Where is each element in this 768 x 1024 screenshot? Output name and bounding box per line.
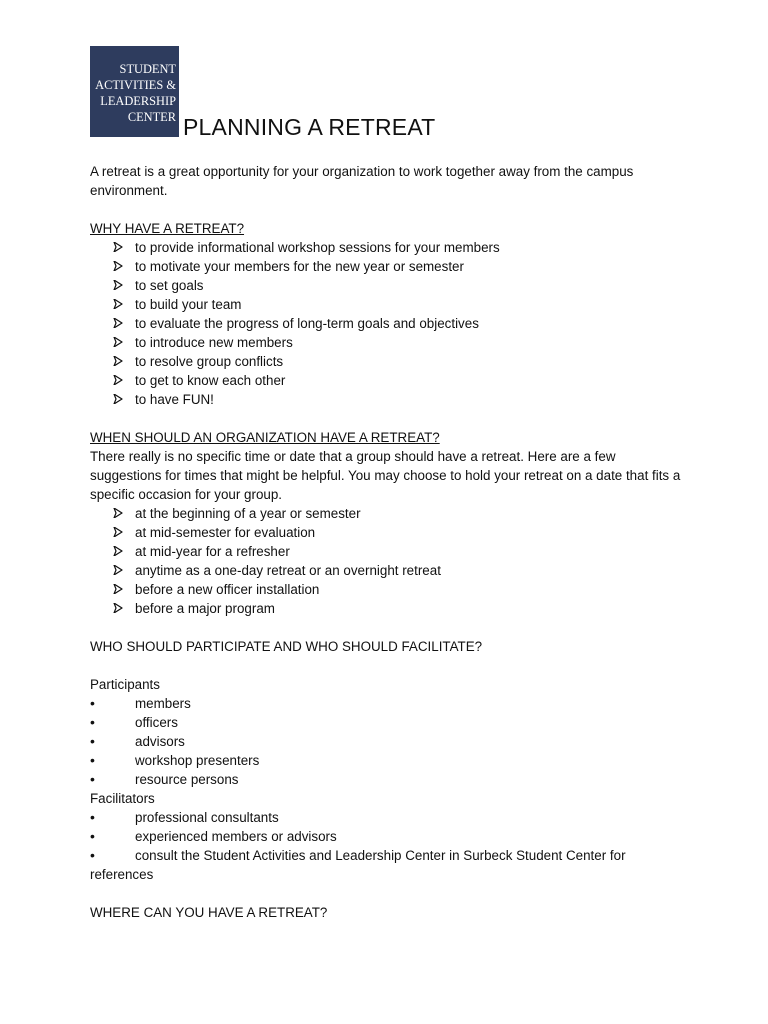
list-item-text: to provide informational workshop sessions for your members (135, 240, 500, 255)
bullet-icon: • (90, 771, 95, 787)
when-list (90, 504, 690, 618)
arrow-bullet-icon (113, 580, 123, 594)
list-item (90, 808, 690, 827)
list-item-text: at mid-year for a refresher (135, 544, 290, 559)
list-item-text: anytime as a one-day retreat or an overnight retreat (135, 563, 441, 578)
arrow-bullet-icon (113, 542, 123, 556)
list-item (90, 580, 690, 599)
list-item-text: to set goals (135, 278, 204, 293)
arrow-bullet-icon (113, 390, 123, 404)
bullet-icon: • (90, 695, 95, 711)
list-item-text: to have FUN! (135, 392, 214, 407)
participants-label: Participants (90, 677, 160, 692)
when-heading: WHEN SHOULD AN ORGANIZATION HAVE A RETREAT? (90, 430, 440, 445)
list-item-text: professional consultants (135, 810, 279, 825)
list-item-text: workshop presenters (135, 753, 260, 768)
facilitators-list (90, 808, 690, 884)
logo-line: CENTER (127, 110, 176, 124)
list-item (90, 732, 690, 751)
bullet-icon: • (90, 752, 95, 768)
bullet-icon: • (90, 847, 95, 863)
arrow-bullet-icon (113, 504, 123, 518)
list-item (90, 523, 690, 542)
list-item-text: to build your team (135, 297, 242, 312)
list-item (90, 561, 690, 580)
sal-center-logo (90, 46, 179, 137)
arrow-bullet-icon (113, 238, 123, 252)
page-title: PLANNING A RETREAT (183, 114, 436, 140)
list-item-text: resource persons (135, 772, 239, 787)
logo-line: ACTIVITIES & (95, 78, 176, 92)
arrow-bullet-icon (113, 561, 123, 575)
arrow-bullet-icon (113, 314, 123, 328)
list-item (90, 371, 690, 390)
list-item (90, 827, 690, 846)
list-item (90, 276, 690, 295)
bullet-icon: • (90, 809, 95, 825)
bullet-icon: • (90, 828, 95, 844)
bullet-icon: • (90, 733, 95, 749)
list-item-text: before a major program (135, 601, 275, 616)
list-item (90, 314, 690, 333)
arrow-bullet-icon (113, 276, 123, 290)
arrow-bullet-icon (113, 333, 123, 347)
who-heading: WHO SHOULD PARTICIPATE AND WHO SHOULD FACILITATE? (90, 639, 483, 654)
document-body (90, 162, 690, 922)
why-list (90, 238, 690, 409)
list-item (90, 846, 690, 884)
list-item (90, 694, 690, 713)
list-item-text: experienced members or advisors (135, 829, 337, 844)
list-item-text: to introduce new members (135, 335, 293, 350)
list-item (90, 751, 690, 770)
intro-paragraph: A retreat is a great opportunity for your organization to work together away from the campus environment. (90, 164, 634, 198)
list-item (90, 770, 690, 789)
logo-line: STUDENT (119, 62, 176, 76)
list-item (90, 257, 690, 276)
list-item-text: officers (135, 715, 178, 730)
list-item (90, 713, 690, 732)
facilitators-label: Facilitators (90, 791, 155, 806)
when-paragraph: There really is no specific time or date that a group should have a retreat. Here are a few suggestions for times that might be helpful. You may choose to hold your retreat on a date that fits a specific occasion for your group. (90, 449, 681, 502)
list-item-text: to get to know each other (135, 373, 286, 388)
arrow-bullet-icon (113, 295, 123, 309)
list-item (90, 504, 690, 523)
why-heading: WHY HAVE A RETREAT? (90, 221, 245, 236)
list-item-text: before a new officer installation (135, 582, 320, 597)
list-item (90, 352, 690, 371)
arrow-bullet-icon (113, 523, 123, 537)
list-item-text: members (135, 696, 191, 711)
arrow-bullet-icon (113, 257, 123, 271)
list-item-text: advisors (135, 734, 185, 749)
logo-line: LEADERSHIP (100, 94, 176, 108)
list-item (90, 390, 690, 409)
arrow-bullet-icon (113, 599, 123, 613)
list-item-text: consult the Student Activities and Leadership Center in Surbeck Student Center for references (90, 848, 626, 882)
list-item-text: to resolve group conflicts (135, 354, 284, 369)
bullet-icon: • (90, 714, 95, 730)
list-item-text: at mid-semester for evaluation (135, 525, 316, 540)
arrow-bullet-icon (113, 371, 123, 385)
list-item (90, 542, 690, 561)
list-item (90, 599, 690, 618)
list-item-text: to motivate your members for the new year or semester (135, 259, 464, 274)
arrow-bullet-icon (113, 352, 123, 366)
list-item (90, 295, 690, 314)
where-heading: WHERE CAN YOU HAVE A RETREAT? (90, 905, 328, 920)
list-item (90, 333, 690, 352)
list-item (90, 238, 690, 257)
list-item-text: to evaluate the progress of long-term goals and objectives (135, 316, 479, 331)
list-item-text: at the beginning of a year or semester (135, 506, 361, 521)
participants-list (90, 694, 690, 789)
